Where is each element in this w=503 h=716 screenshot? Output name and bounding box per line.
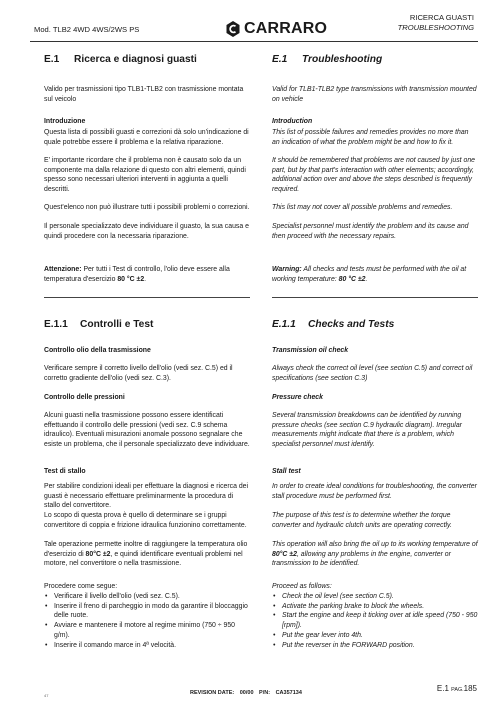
pag-label: PAG. (451, 687, 464, 693)
stall-paragraph-1: Per stabilire condizioni ideali per effettuare la diagnosi e ricerca dei guasti è necessario effettuare preliminarmente la procedura di stallo del convertitore. (44, 483, 249, 510)
procedure-steps (44, 592, 250, 650)
heading-e11: E.1.1 Checks and Tests (272, 319, 395, 330)
stall-paragraph-3: Tale operazione permette inoltre di raggiungere la temperatura olio d'esercizio di 80°C ±2, e quindi identificare eventuali problemi nel motore, nel convertitore o nella trasmissione. (44, 541, 248, 568)
section-title (398, 13, 474, 32)
page-number (437, 684, 477, 693)
pn-value: CA357134 (275, 690, 302, 696)
heading-e1: E.1 Ricerca e diagnosi guasti (44, 54, 197, 65)
section-title-en: TROUBLESHOOTING (397, 22, 474, 32)
procedure-step: • Check the oil level (see section C.5). (272, 592, 478, 602)
footer-mark: 47 (44, 693, 49, 698)
procedure-step: • Activate the parking brake to block the wheels. (272, 602, 478, 612)
revision-value: 00/00 (239, 690, 254, 696)
intro-paragraph-4: Specialist personnel must identify the problem and its cause and then proceed with the necessary repairs. (272, 223, 469, 240)
procedure-step: • Put the reverser in the FORWARD position. (272, 641, 478, 651)
oil-check-heading: Controllo olio della trasmissione (44, 347, 151, 354)
procedure-step: • Inserire il freno di parcheggio in modo da garantire il bloccaggio delle ruote. (44, 602, 250, 621)
header-divider (30, 41, 478, 42)
warning-note: Warning: All checks and tests must be performed with the oil at working temperature: 80 °C ±2. (272, 266, 467, 283)
intro-paragraph-2: E' importante ricordare che il problema non è causato solo da un componente ma dalla relazione di questo con altri elementi, quindi spesso sono necessari ulteriori interventi in aggiunta a quelli descritti. (44, 157, 246, 194)
intro-paragraph-1: This list of possible failures and remedies provides no more than an indication of what the problem might be and how to fix it. (272, 129, 469, 146)
intro-paragraph-3: Quest'elenco non può illustrare tutti i possibili problemi o correzioni. (44, 204, 250, 211)
procedure-step: • Verificare il livello dell'olio (vedi sez. C.5). (44, 592, 250, 602)
intro-paragraph-1: Questa lista di possibili guasti e correzioni dà solo un'indicazione di quale potrebbe essere il problema e la relativa riparazione. (44, 129, 249, 146)
pressure-check-heading: Pressure check (272, 394, 323, 401)
stall-paragraph-2: The purpose of this test is to determine whether the torque converter and hydraulic clutch units are operating correctly. (272, 512, 452, 529)
procedure-intro: Procedere come segue: (44, 583, 118, 590)
oil-check-heading: Transmission oil check (272, 347, 349, 354)
validity-text: Valid for TLB1-TLB2 type transmissions with transmission mounted on vehicle (272, 86, 477, 103)
stall-test-heading: Test di stallo (44, 468, 86, 475)
procedure-step: • Put the gear lever into 4th. (272, 631, 478, 641)
carraro-emblem-icon (226, 21, 240, 37)
validity-text: Valido per trasmissioni tipo TLB1-TLB2 con trasmissione montata sul veicolo (44, 86, 244, 103)
oil-check-text: Verificare sempre il corretto livello dell'olio (vedi sez. C.5) ed il corretto gradiente dell'olio (vedi sez. C.3). (44, 365, 233, 382)
section-divider (272, 297, 478, 298)
footer-revision (190, 690, 302, 696)
page-value: 185 (463, 684, 477, 693)
procedure-step: • Inserire il comando marce in 4ª velocità. (44, 641, 250, 651)
stall-paragraph-1: In order to create ideal conditions for troubleshooting, the converter stall procedure must be performed first. (272, 483, 477, 500)
page-header (30, 10, 478, 42)
carraro-logo (226, 17, 327, 41)
warning-note: Attenzione: Per tutti i Test di controllo, l'olio deve essere alla temperatura d'esercizio 80 °C ±2. (44, 266, 230, 283)
intro-paragraph-3: This list may not cover all possible problems and remedies. (272, 204, 453, 211)
heading-e11: E.1.1 Controlli e Test (44, 319, 154, 330)
oil-check-text: Always check the correct oil level (see section C.5) and correct oil specifications (see section C.3) (272, 365, 473, 382)
pressure-check-heading: Controllo delle pressioni (44, 394, 125, 401)
section-title-it: RICERCA GUASTI (409, 13, 474, 22)
stall-test-heading: Stall test (272, 468, 301, 475)
pn-label: P/N: (259, 690, 271, 696)
procedure-steps (272, 592, 478, 650)
logo-wordmark: CARRARO (244, 20, 328, 37)
revision-label: REVISION DATE: (190, 690, 235, 696)
intro-heading: Introduction (272, 118, 313, 125)
footer-section: E.1 (436, 684, 449, 693)
intro-heading: Introduzione (44, 118, 86, 125)
pressure-check-text: Alcuni guasti nella trasmissione possono essere identificati effettuando il controllo delle pressioni (vedi sez. C.9 schema idraulico). Eventuali misurazioni anomale possono segnalare che esiste un problema, che il personale specializzato deve individuare. (44, 412, 250, 449)
procedure-intro: Proceed as follows: (272, 583, 332, 590)
pressure-check-text: Several transmission breakdowns can be identified by running pressure checks (see section C.9 hydraulic diagram). Irregular measurements might indicate that there is a problem, which specialist personnel must identify. (272, 412, 462, 449)
stall-paragraph-2: Lo scopo di questa prova è quello di determinare se i gruppi convertitore di coppia e frizione idraulica funzionino correttamente. (44, 512, 247, 529)
procedure-step: • Start the engine and keep it ticking over at idle speed (750 - 950 [rpm]). (272, 611, 478, 630)
procedure-step: • Avviare e mantenere il motore al regime minimo (750 ÷ 950 g/m). (44, 621, 250, 640)
heading-e1: E.1 Troubleshooting (272, 54, 383, 65)
section-divider (44, 297, 250, 298)
stall-paragraph-3: This operation will also bring the oil up to its working temperature of 80°C ±2, allowing any problems in the engine, converter or transmission to be identified. (272, 541, 478, 568)
model-label: Mod. TLB2 4WD 4WS/2WS PS (34, 25, 140, 34)
intro-paragraph-4: Il personale specializzato deve individuare il guasto, la sua causa e quindi procedere con la necessaria riparazione. (44, 223, 249, 240)
intro-paragraph-2: It should be remembered that problems are not caused by just one part, but by that part's interaction with other elements; accordingly, additional action over and above the steps described is frequently required. (272, 157, 476, 194)
